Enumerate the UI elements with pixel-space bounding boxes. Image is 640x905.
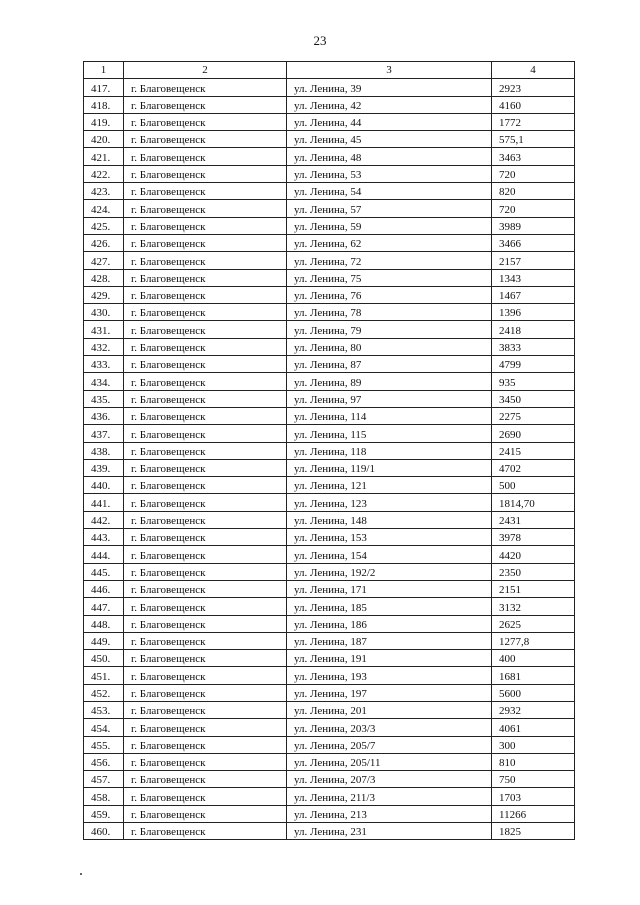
- city-cell: г. Благовещенск: [124, 701, 287, 718]
- value-cell: 2923: [492, 79, 575, 96]
- value-cell: 4061: [492, 719, 575, 736]
- city-cell: г. Благовещенск: [124, 338, 287, 355]
- table-body: [84, 79, 575, 840]
- city-cell: г. Благовещенск: [124, 407, 287, 424]
- city-cell: г. Благовещенск: [124, 753, 287, 770]
- table-row: [84, 632, 575, 649]
- table-row: [84, 546, 575, 563]
- table-row: [84, 356, 575, 373]
- city-cell: г. Благовещенск: [124, 148, 287, 165]
- row-number-cell: 447.: [84, 598, 124, 615]
- row-number-cell: 436.: [84, 407, 124, 424]
- table-header-row: [84, 62, 575, 79]
- value-cell: 2431: [492, 511, 575, 528]
- table-row: [84, 113, 575, 130]
- value-cell: 3833: [492, 338, 575, 355]
- city-cell: г. Благовещенск: [124, 788, 287, 805]
- city-cell: г. Благовещенск: [124, 113, 287, 130]
- city-cell: г. Благовещенск: [124, 200, 287, 217]
- city-cell: г. Благовещенск: [124, 805, 287, 822]
- city-cell: г. Благовещенск: [124, 684, 287, 701]
- table-row: [84, 165, 575, 182]
- city-cell: г. Благовещенск: [124, 477, 287, 494]
- value-cell: 5600: [492, 684, 575, 701]
- city-cell: г. Благовещенск: [124, 390, 287, 407]
- row-number-cell: 442.: [84, 511, 124, 528]
- city-cell: г. Благовещенск: [124, 494, 287, 511]
- table-row: [84, 390, 575, 407]
- table-row: [84, 563, 575, 580]
- table-row: [84, 753, 575, 770]
- address-cell: ул. Ленина, 39: [287, 79, 492, 96]
- city-cell: г. Благовещенск: [124, 252, 287, 269]
- address-cell: ул. Ленина, 115: [287, 425, 492, 442]
- table-row: [84, 494, 575, 511]
- address-cell: ул. Ленина, 192/2: [287, 563, 492, 580]
- address-cell: ул. Ленина, 44: [287, 113, 492, 130]
- row-number-cell: 457.: [84, 771, 124, 788]
- value-cell: 2415: [492, 442, 575, 459]
- column-header: 4: [492, 62, 575, 79]
- table-row: [84, 529, 575, 546]
- table-row: [84, 459, 575, 476]
- city-cell: г. Благовещенск: [124, 736, 287, 753]
- table-row: [84, 96, 575, 113]
- value-cell: 2690: [492, 425, 575, 442]
- city-cell: г. Благовещенск: [124, 667, 287, 684]
- address-cell: ул. Ленина, 187: [287, 632, 492, 649]
- table-row: [84, 667, 575, 684]
- row-number-cell: 434.: [84, 373, 124, 390]
- address-cell: ул. Ленина, 207/3: [287, 771, 492, 788]
- value-cell: 500: [492, 477, 575, 494]
- address-cell: ул. Ленина, 80: [287, 338, 492, 355]
- row-number-cell: 431.: [84, 321, 124, 338]
- row-number-cell: 441.: [84, 494, 124, 511]
- city-cell: г. Благовещенск: [124, 580, 287, 597]
- city-cell: г. Благовещенск: [124, 79, 287, 96]
- column-header: 2: [124, 62, 287, 79]
- row-number-cell: 423.: [84, 183, 124, 200]
- table-row: [84, 425, 575, 442]
- row-number-cell: 426.: [84, 234, 124, 251]
- city-cell: г. Благовещенск: [124, 217, 287, 234]
- address-cell: ул. Ленина, 78: [287, 304, 492, 321]
- row-number-cell: 418.: [84, 96, 124, 113]
- table-row: [84, 788, 575, 805]
- table-row: [84, 304, 575, 321]
- city-cell: г. Благовещенск: [124, 598, 287, 615]
- city-cell: г. Благовещенск: [124, 373, 287, 390]
- address-cell: ул. Ленина, 154: [287, 546, 492, 563]
- address-cell: ул. Ленина, 213: [287, 805, 492, 822]
- address-cell: ул. Ленина, 211/3: [287, 788, 492, 805]
- value-cell: 300: [492, 736, 575, 753]
- city-cell: г. Благовещенск: [124, 356, 287, 373]
- row-number-cell: 438.: [84, 442, 124, 459]
- table-row: [84, 580, 575, 597]
- value-cell: 720: [492, 200, 575, 217]
- row-number-cell: 450.: [84, 650, 124, 667]
- value-cell: 1681: [492, 667, 575, 684]
- table-row: [84, 148, 575, 165]
- column-header: 1: [84, 62, 124, 79]
- address-cell: ул. Ленина, 59: [287, 217, 492, 234]
- value-cell: 2418: [492, 321, 575, 338]
- address-cell: ул. Ленина, 123: [287, 494, 492, 511]
- address-cell: ул. Ленина, 148: [287, 511, 492, 528]
- city-cell: г. Благовещенск: [124, 546, 287, 563]
- city-cell: г. Благовещенск: [124, 304, 287, 321]
- value-cell: 2350: [492, 563, 575, 580]
- value-cell: 2625: [492, 615, 575, 632]
- table-row: [84, 736, 575, 753]
- table-row: [84, 269, 575, 286]
- value-cell: 4420: [492, 546, 575, 563]
- address-cell: ул. Ленина, 89: [287, 373, 492, 390]
- value-cell: 4160: [492, 96, 575, 113]
- table-row: [84, 131, 575, 148]
- value-cell: 1814,70: [492, 494, 575, 511]
- table-row: [84, 684, 575, 701]
- address-cell: ул. Ленина, 76: [287, 286, 492, 303]
- value-cell: 3463: [492, 148, 575, 165]
- address-cell: ул. Ленина, 45: [287, 131, 492, 148]
- row-number-cell: 439.: [84, 459, 124, 476]
- address-cell: ул. Ленина, 72: [287, 252, 492, 269]
- row-number-cell: 421.: [84, 148, 124, 165]
- address-cell: ул. Ленина, 114: [287, 407, 492, 424]
- value-cell: 720: [492, 165, 575, 182]
- value-cell: 3132: [492, 598, 575, 615]
- value-cell: 2932: [492, 701, 575, 718]
- table-row: [84, 338, 575, 355]
- row-number-cell: 455.: [84, 736, 124, 753]
- address-cell: ул. Ленина, 57: [287, 200, 492, 217]
- city-cell: г. Благовещенск: [124, 286, 287, 303]
- address-cell: ул. Ленина, 119/1: [287, 459, 492, 476]
- table-row: [84, 771, 575, 788]
- city-cell: г. Благовещенск: [124, 131, 287, 148]
- row-number-cell: 454.: [84, 719, 124, 736]
- row-number-cell: 460.: [84, 823, 124, 840]
- row-number-cell: 433.: [84, 356, 124, 373]
- city-cell: г. Благовещенск: [124, 719, 287, 736]
- row-number-cell: 422.: [84, 165, 124, 182]
- address-cell: ул. Ленина, 97: [287, 390, 492, 407]
- value-cell: 2275: [492, 407, 575, 424]
- table-row: [84, 373, 575, 390]
- row-number-cell: 435.: [84, 390, 124, 407]
- value-cell: 2157: [492, 252, 575, 269]
- value-cell: 750: [492, 771, 575, 788]
- value-cell: 2151: [492, 580, 575, 597]
- row-number-cell: 430.: [84, 304, 124, 321]
- value-cell: 1703: [492, 788, 575, 805]
- address-cell: ул. Ленина, 231: [287, 823, 492, 840]
- address-cell: ул. Ленина, 53: [287, 165, 492, 182]
- city-cell: г. Благовещенск: [124, 771, 287, 788]
- city-cell: г. Благовещенск: [124, 269, 287, 286]
- row-number-cell: 445.: [84, 563, 124, 580]
- table-row: [84, 477, 575, 494]
- table-row: [84, 183, 575, 200]
- table-row: [84, 701, 575, 718]
- row-number-cell: 427.: [84, 252, 124, 269]
- table-row: [84, 200, 575, 217]
- row-number-cell: 456.: [84, 753, 124, 770]
- row-number-cell: 419.: [84, 113, 124, 130]
- value-cell: 810: [492, 753, 575, 770]
- value-cell: 1825: [492, 823, 575, 840]
- value-cell: 3450: [492, 390, 575, 407]
- city-cell: г. Благовещенск: [124, 632, 287, 649]
- column-header: 3: [287, 62, 492, 79]
- city-cell: г. Благовещенск: [124, 442, 287, 459]
- table-row: [84, 407, 575, 424]
- row-number-cell: 453.: [84, 701, 124, 718]
- table-row: [84, 719, 575, 736]
- value-cell: 4702: [492, 459, 575, 476]
- table-row: [84, 79, 575, 96]
- address-cell: ул. Ленина, 75: [287, 269, 492, 286]
- table-row: [84, 442, 575, 459]
- city-cell: г. Благовещенск: [124, 511, 287, 528]
- address-cell: ул. Ленина, 203/3: [287, 719, 492, 736]
- table-row: [84, 511, 575, 528]
- value-cell: 3466: [492, 234, 575, 251]
- value-cell: 3989: [492, 217, 575, 234]
- city-cell: г. Благовещенск: [124, 459, 287, 476]
- value-cell: 935: [492, 373, 575, 390]
- data-table: [83, 61, 575, 840]
- row-number-cell: 446.: [84, 580, 124, 597]
- address-cell: ул. Ленина, 87: [287, 356, 492, 373]
- value-cell: 1467: [492, 286, 575, 303]
- table-row: [84, 650, 575, 667]
- row-number-cell: 443.: [84, 529, 124, 546]
- row-number-cell: 448.: [84, 615, 124, 632]
- city-cell: г. Благовещенск: [124, 650, 287, 667]
- address-cell: ул. Ленина, 118: [287, 442, 492, 459]
- row-number-cell: 429.: [84, 286, 124, 303]
- row-number-cell: 417.: [84, 79, 124, 96]
- city-cell: г. Благовещенск: [124, 425, 287, 442]
- row-number-cell: 420.: [84, 131, 124, 148]
- city-cell: г. Благовещенск: [124, 823, 287, 840]
- value-cell: 1343: [492, 269, 575, 286]
- table-row: [84, 321, 575, 338]
- value-cell: 3978: [492, 529, 575, 546]
- row-number-cell: 437.: [84, 425, 124, 442]
- value-cell: 1396: [492, 304, 575, 321]
- row-number-cell: 452.: [84, 684, 124, 701]
- city-cell: г. Благовещенск: [124, 234, 287, 251]
- value-cell: 400: [492, 650, 575, 667]
- address-cell: ул. Ленина, 54: [287, 183, 492, 200]
- address-cell: ул. Ленина, 42: [287, 96, 492, 113]
- row-number-cell: 451.: [84, 667, 124, 684]
- address-cell: ул. Ленина, 79: [287, 321, 492, 338]
- address-cell: ул. Ленина, 171: [287, 580, 492, 597]
- address-cell: ул. Ленина, 62: [287, 234, 492, 251]
- table-row: [84, 805, 575, 822]
- address-cell: ул. Ленина, 205/7: [287, 736, 492, 753]
- city-cell: г. Благовещенск: [124, 615, 287, 632]
- city-cell: г. Благовещенск: [124, 529, 287, 546]
- table-row: [84, 286, 575, 303]
- value-cell: 1772: [492, 113, 575, 130]
- row-number-cell: 449.: [84, 632, 124, 649]
- address-cell: ул. Ленина, 191: [287, 650, 492, 667]
- row-number-cell: 459.: [84, 805, 124, 822]
- address-cell: ул. Ленина, 48: [287, 148, 492, 165]
- table-row: [84, 823, 575, 840]
- table-row: [84, 234, 575, 251]
- address-cell: ул. Ленина, 186: [287, 615, 492, 632]
- city-cell: г. Благовещенск: [124, 165, 287, 182]
- value-cell: 575,1: [492, 131, 575, 148]
- address-cell: ул. Ленина, 185: [287, 598, 492, 615]
- city-cell: г. Благовещенск: [124, 96, 287, 113]
- row-number-cell: 458.: [84, 788, 124, 805]
- table-row: [84, 598, 575, 615]
- city-cell: г. Благовещенск: [124, 563, 287, 580]
- address-cell: ул. Ленина, 197: [287, 684, 492, 701]
- table-row: [84, 217, 575, 234]
- address-cell: ул. Ленина, 121: [287, 477, 492, 494]
- table-row: [84, 252, 575, 269]
- row-number-cell: 444.: [84, 546, 124, 563]
- value-cell: 820: [492, 183, 575, 200]
- row-number-cell: 428.: [84, 269, 124, 286]
- row-number-cell: 432.: [84, 338, 124, 355]
- address-cell: ул. Ленина, 193: [287, 667, 492, 684]
- address-cell: ул. Ленина, 205/11: [287, 753, 492, 770]
- address-cell: ул. Ленина, 201: [287, 701, 492, 718]
- row-number-cell: 440.: [84, 477, 124, 494]
- page-number: 23: [313, 33, 327, 48]
- value-cell: 4799: [492, 356, 575, 373]
- value-cell: 1277,8: [492, 632, 575, 649]
- row-number-cell: 424.: [84, 200, 124, 217]
- row-number-cell: 425.: [84, 217, 124, 234]
- page-mark: [80, 873, 82, 875]
- city-cell: г. Благовещенск: [124, 321, 287, 338]
- address-cell: ул. Ленина, 153: [287, 529, 492, 546]
- value-cell: 11266: [492, 805, 575, 822]
- city-cell: г. Благовещенск: [124, 183, 287, 200]
- table-row: [84, 615, 575, 632]
